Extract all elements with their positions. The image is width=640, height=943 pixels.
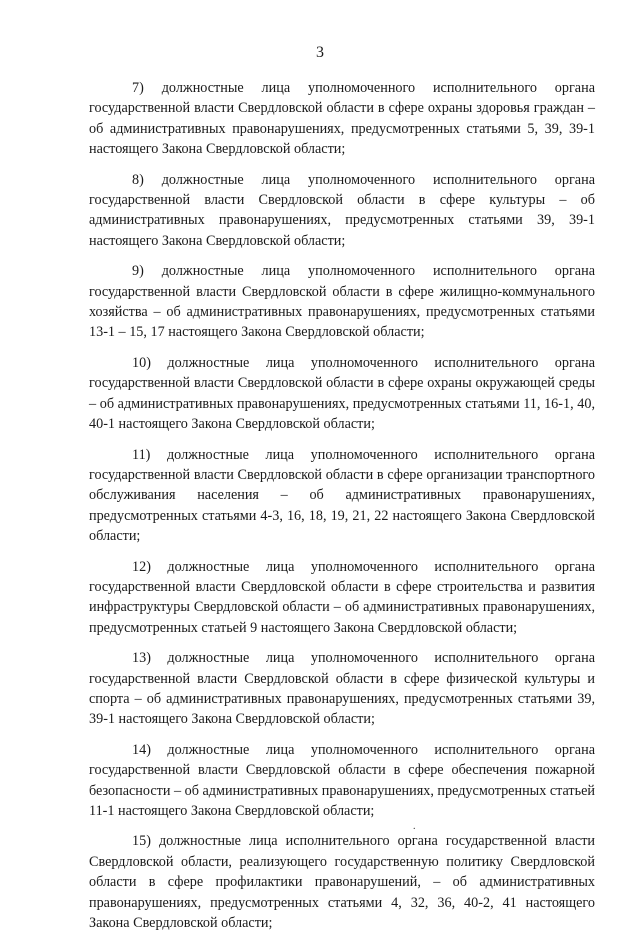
paragraph-item-12: 12) должностные лица уполномоченного исполнительного органа государственной власти Свердловской области в сфере строительства и развития инфраструктуры Свердловской области – об административных правонарушениях, предусмотренных статьей 9 настоящего Закона Свердловской области;	[89, 558, 595, 636]
paragraph-item-10: 10) должностные лица уполномоченного исполнительного органа государственной власти Свердловской области в сфере охраны окружающей среды – об административных правонарушениях, предусмотренных статьями 11, 16-1, 40, 40-1 настоящего Закона Свердловской области;	[89, 354, 595, 433]
paragraph-item-15: 15) должностные лица исполнительного органа государственной власти Свердловской области, реализующего государственную политику Свердловской области в сфере профилактики правонарушений, – об административных правонарушениях, предусмотренных статьями 4, 32, 36, 40-2, 41 настоящего Закона Свердловской области;	[89, 833, 595, 932]
paragraph-item-9: 9) должностные лица уполномоченного исполнительного органа государственной власти Свердловской области в сфере жилищно-коммунального хозяйства – об административных правонарушениях, предусмотренных статьями 13-1 – 15, 17 настоящего Закона Свердловской области;	[89, 263, 595, 341]
paragraph-item-8: 8) должностные лица уполномоченного исполнительного органа государственной власти Свердловской области в сфере культуры – об административных правонарушениях, предусмотренных статьями 39, 39-1 настоящего Закона Свердловской области;	[89, 171, 595, 249]
paragraph-item-13: 13) должностные лица уполномоченного исполнительного органа государственной власти Свердловской области в сфере физической культуры и спорта – об административных правонарушениях, предусмотренных статьями 39, 39-1 настоящего Закона Свердловской области;	[89, 650, 595, 728]
paragraph-item-14: 14) должностные лица уполномоченного исполнительного органа государственной власти Свердловской области в сфере обеспечения пожарной безопасности – об административных правонарушениях, предусмотренных статьей 11-1 настоящего Закона Свердловской области;	[89, 741, 595, 819]
paragraph-item-11: 11) должностные лица уполномоченного исполнительного органа государственной власти Свердловской области в сфере организации транспортного обслуживания населения – об административных правонарушениях, предусмотренных статьями 4-3, 16, 18, 19, 21, 22 настоящего Закона Свердловской области;	[89, 446, 595, 545]
stray-mark: .	[413, 821, 416, 832]
page-number: 3	[316, 44, 324, 61]
paragraph-item-7: 7) должностные лица уполномоченного исполнительного органа государственной власти Свердловской области в сфере охраны здоровья граждан – об административных правонарушениях, предусмотренных статьями 5, 39, 39-1 настоящего Закона Свердловской области;	[89, 80, 595, 158]
document-body	[89, 78, 595, 943]
